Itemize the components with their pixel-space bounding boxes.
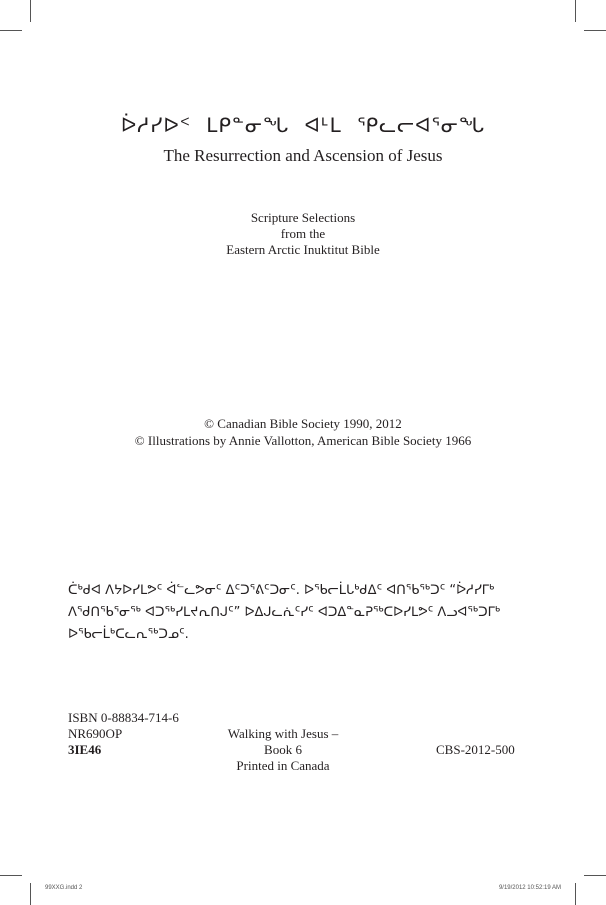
crop-mark-top-right-h bbox=[584, 30, 606, 31]
copyright-line-2: © Illustrations by Annie Vallotton, American Bible Society 1966 bbox=[134, 433, 472, 448]
syllabic-paragraph-line-2: ᐱᖁᑎᖃᕐᓂᖅ ᐊᑐᖅᓯᒪᔪᕆᑎᒍᑦ” ᐅᐃᒍᓚᕇᑦᓯᑦ ᐊᑐᐃᓐᓇᕈᖅᑕᐅᓯᒪᕗᑦ ᐱᓗᐊᖅᑐᒥᒃ bbox=[68, 605, 501, 620]
crop-mark-bottom-left-h bbox=[0, 875, 22, 876]
english-title: The Resurrection and Ascension of Jesus bbox=[163, 146, 443, 165]
syllabic-paragraph bbox=[68, 580, 528, 646]
crop-mark-bottom-right bbox=[575, 883, 576, 905]
colophon-left bbox=[68, 710, 179, 758]
selections-line-1: Scripture Selections bbox=[250, 210, 356, 225]
scripture-selections-block bbox=[0, 210, 606, 258]
printed-in: Printed in Canada bbox=[236, 758, 330, 773]
syllabic-paragraph-line-3: ᐅᖃᓕᒫᒃᑕᓚᕆᖅᑐᓄᑦ. bbox=[68, 627, 189, 642]
colophon-middle bbox=[213, 726, 353, 774]
crop-mark-top-left bbox=[30, 0, 31, 22]
series-title: Walking with Jesus – Book 6 bbox=[227, 726, 339, 757]
crop-mark-top-left-h bbox=[0, 30, 22, 31]
copyright-block bbox=[0, 415, 606, 449]
slug-filename: 99XXG.indd 2 bbox=[45, 885, 83, 891]
crop-mark-bottom-right-h bbox=[584, 875, 606, 876]
nr-code: NR690OP bbox=[68, 726, 123, 741]
cbs-code: CBS-2012-500 bbox=[436, 742, 515, 757]
crop-mark-bottom-left bbox=[30, 883, 31, 905]
copyright-line-1: © Canadian Bible Society 1990, 2012 bbox=[204, 416, 402, 431]
catalog-code: 3IE46 bbox=[68, 742, 102, 757]
selections-line-3: Eastern Arctic Inuktitut Bible bbox=[226, 242, 380, 257]
slug-timestamp: 9/19/2012 10:52:19 AM bbox=[498, 885, 561, 891]
crop-mark-top-right bbox=[575, 0, 576, 22]
syllabic-title: ᐆᓱᓯᐅᑉ ᒪᑭᓐᓂᖓ ᐊᒻᒪ ᕿᓚᓕᐊᕐᓂᖓ bbox=[120, 113, 486, 137]
isbn: ISBN 0-88834-714-6 bbox=[68, 710, 179, 725]
colophon-right bbox=[436, 742, 515, 758]
syllabic-paragraph-line-1: ᑖᒃᑯᐊ ᐱᔭᐅᓯᒪᕗᑦ ᐋᓪᓚᕗᓂᑦ ᐃᑦᑐᕐᕕᑦᑐᓂᑦ. ᐅᖃᓕᒫᒐᒃᑯᐃᑦ ᐊᑎᖃᖅᑐᑦ “ᐆᓱᓯᒥᒃ bbox=[68, 583, 495, 598]
selections-line-2: from the bbox=[280, 226, 326, 241]
